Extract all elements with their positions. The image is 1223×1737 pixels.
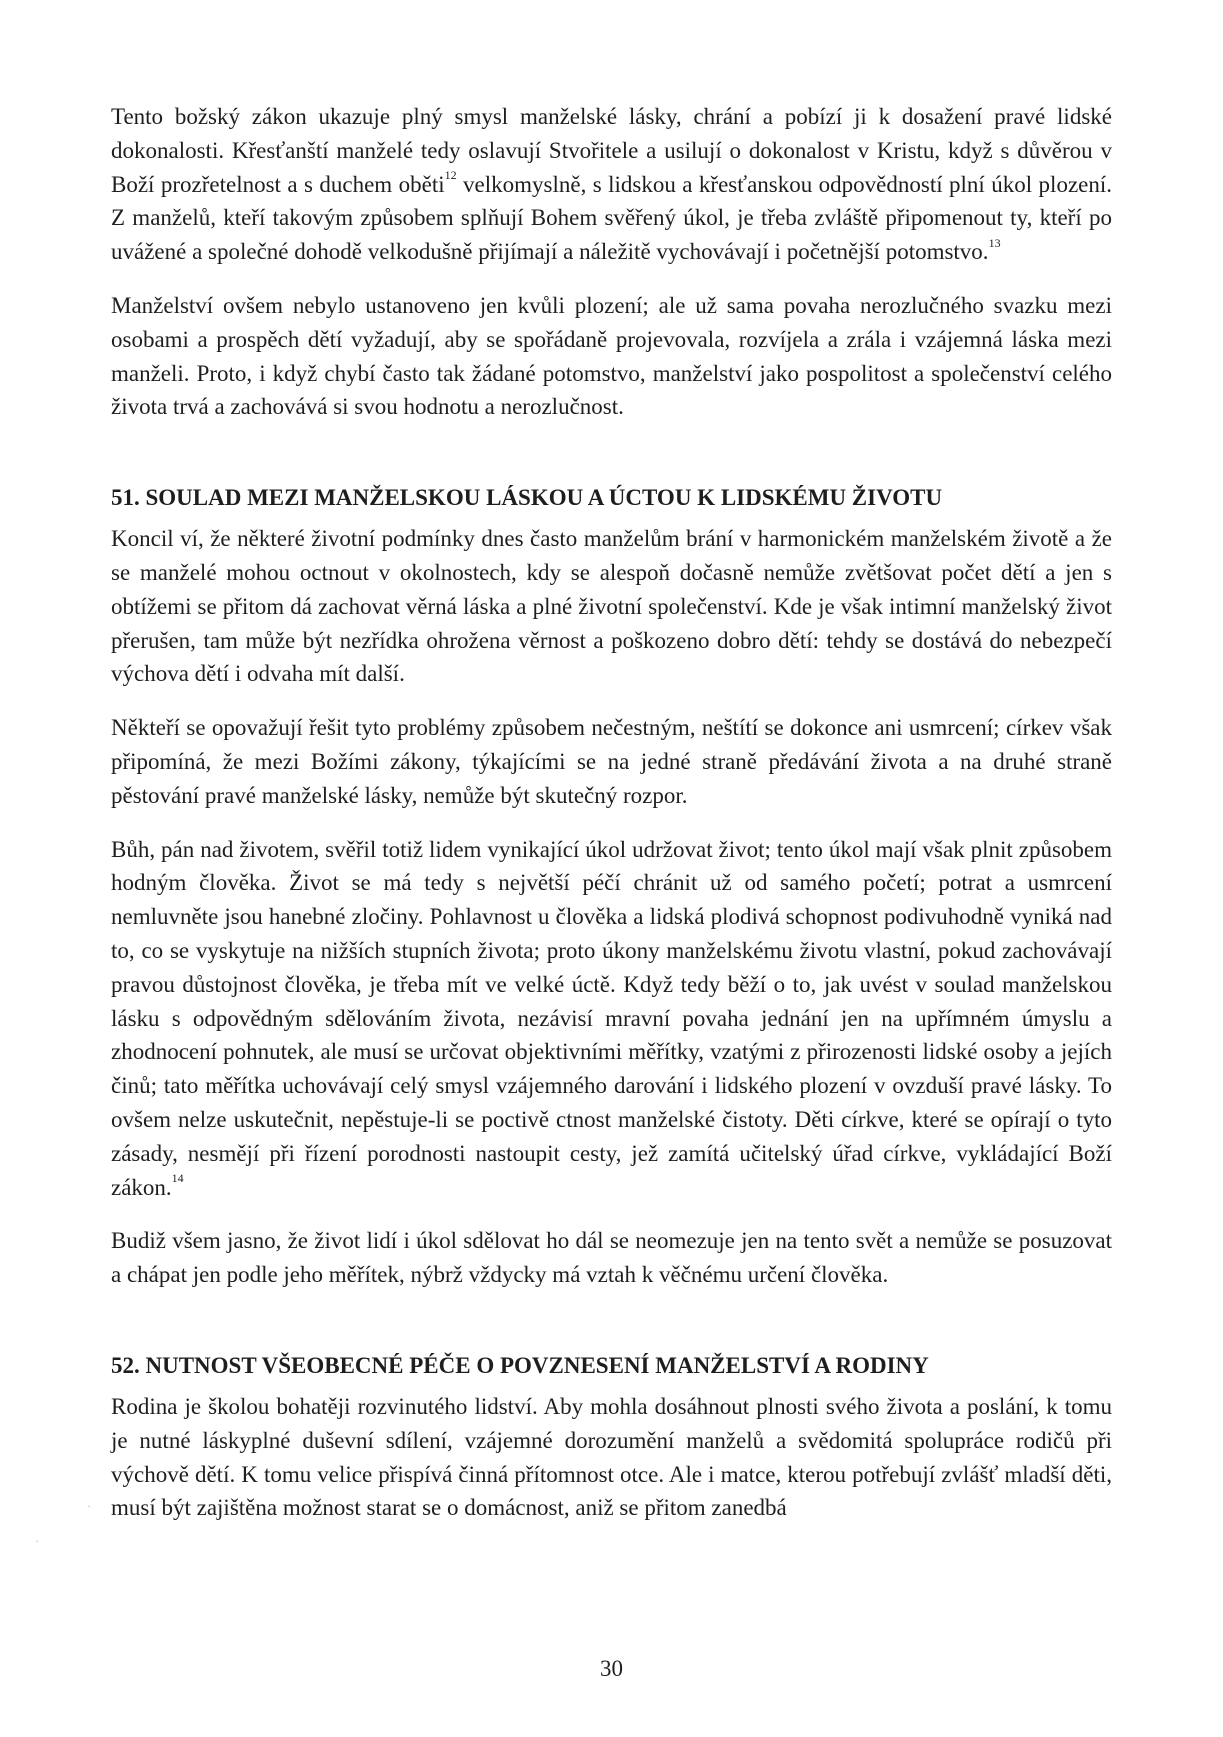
section-51-paragraph-3	[111, 833, 1112, 1205]
paragraph-text: Budiž všem jasno, že život lidí i úkol sdělovat ho dál se neomezuje jen na tento svět a nemůže se posuzovat a chápat jen podle jeho měřítek, nýbrž vždycky má vztah k věčnému určení člověka.	[111, 1228, 1112, 1288]
document-page	[111, 100, 1112, 1545]
section-51-heading: 51. SOULAD MEZI MANŽELSKOU LÁSKOU A ÚCTOU K LIDSKÉMU ŽIVOTU	[111, 485, 943, 511]
paragraph-intro-2	[111, 289, 1112, 424]
paragraph-text: Tento božský zákon ukazuje plný smysl manželské lásky, chrání a pobízí ji k dosažení pravé lidské dokonalosti. Křesťanští manželé tedy oslavují Stvořitele a usilují o dokonalost v Kristu, když s důvěrou v Boží prozřetelnost a s duchem oběti	[111, 104, 1112, 197]
paragraph-text: Rodina je školou bohatěji rozvinutého lidství. Aby mohla dosáhnout plnosti svého života a poslání, k tomu je nutné láskyplné duševní sdílení, vzájemné dorozumění manželů a svědomitá spolupráce rodičů při výchově dětí. K tomu velice přispívá činná přítomnost otce. Ale i matce, kterou potřebují zvlášť mladší děti, musí být zajištěna možnost starat se o domácnost, aniž se přitom zanedbá	[111, 1393, 1112, 1521]
section-52-heading: 52. NUTNOST VŠEOBECNÉ PÉČE O POVZNESENÍ MANŽELSTVÍ A RODINY	[111, 1352, 929, 1378]
section-51-paragraph-2	[111, 711, 1112, 812]
section-52-paragraph-1	[111, 1390, 1112, 1525]
paragraph-text: Koncil ví, že některé životní podmínky dnes často manželům brání v harmonickém manželském životě a že se manželé mohou octnout v okolnostech, kdy se alespoň dočasně nemůže zvětšovat počet dětí a jen s obtížemi se přitom dá zachovat věrná láska a plné životní společenství. Kde je však intimní manželský život přerušen, tam může být nezřídka ohrožena věrnost a poškozeno dobro dětí: tehdy se dostává do nebezpečí výchova dětí i odvaha mít další.	[111, 526, 1112, 687]
footnote-marker: 12	[444, 167, 457, 182]
page-number: 30	[600, 1656, 623, 1681]
paragraph-text: velkomyslně, s lidskou a křesťanskou odpovědností plní úkol plození. Z manželů, kteří takovým způsobem splňují Bohem svěřený úkol, je třeba zvláště připomenout ty, kteří po uvážené a společné dohodě velkodušně přijímají a náležitě vychovávají i početnější potomstvo.	[111, 171, 1112, 265]
footnote-marker: 13	[988, 235, 1001, 250]
section-51-paragraph-4	[111, 1224, 1112, 1292]
paragraph-text: Bůh, pán nad životem, svěřil totiž lidem vynikající úkol udržovat život; tento úkol mají však plnit způsobem hodným člověka. Život se má tedy s největší péčí chránit už od samého početí; potrat a usmrcení nemluvněte jsou hanebné zločiny. Pohlavnost u člověka a lidská plodivá schopnost podivuhodně vyniká nad to, co se vyskytuje na nižších stupních života; proto úkony manželskému životu vlastní, pokud zachovávají pravou důstojnost člověka, je třeba mít ve velké úctě. Když tedy běží o to, jak uvést v soulad manželskou lásku s odpovědným sdělováním života, nezávisí mravní povaha jednání jen na upřímném úmyslu a zhodnocení pohnutek, ale musí se určovat objektivními měřítky, vzatými z přirozenosti lidské osoby a jejích činů; tato měřítka uchovávají celý smysl vzájemného darování i lidského plození v ovzduší pravé lásky. To ovšem nelze uskutečnit, nepěstuje-li se poctivě ctnost manželské čistoty. Děti církve, které se opírají o tyto zásady, nesmějí při řízení porodnosti nastoupit cesty, jež zamítá učitelský úřad církve, vykládající Boží zákon.	[111, 836, 1112, 1200]
paragraph-text: Někteří se opovažují řešit tyto problémy způsobem nečestným, neštítí se dokonce ani usmrcení; církev však připomíná, že mezi Božími zákony, týkajícími se na jedné straně předávání života a na druhé straně pěstování pravé manželské lásky, nemůže být skutečný rozpor.	[111, 715, 1112, 808]
scan-speck: ·	[35, 1534, 39, 1548]
paragraph-text: Manželství ovšem nebylo ustanoveno jen kvůli plození; ale už sama povaha nerozlučného svazku mezi osobami a prospěch dětí vyžadují, aby se spořádaně projevovala, rozvíjela a zrála i vzájemná láska mezi manželi. Proto, i když chybí často tak žádané potomstvo, manželství jako pospolitost a společenství celého života trvá a zachovává si svou hodnotu a nerozlučnost.	[111, 292, 1112, 420]
section-51-paragraph-1	[111, 522, 1112, 691]
paragraph-intro-1	[111, 100, 1112, 269]
footnote-marker: 14	[171, 1170, 184, 1185]
scan-speck: ·	[87, 1499, 91, 1513]
